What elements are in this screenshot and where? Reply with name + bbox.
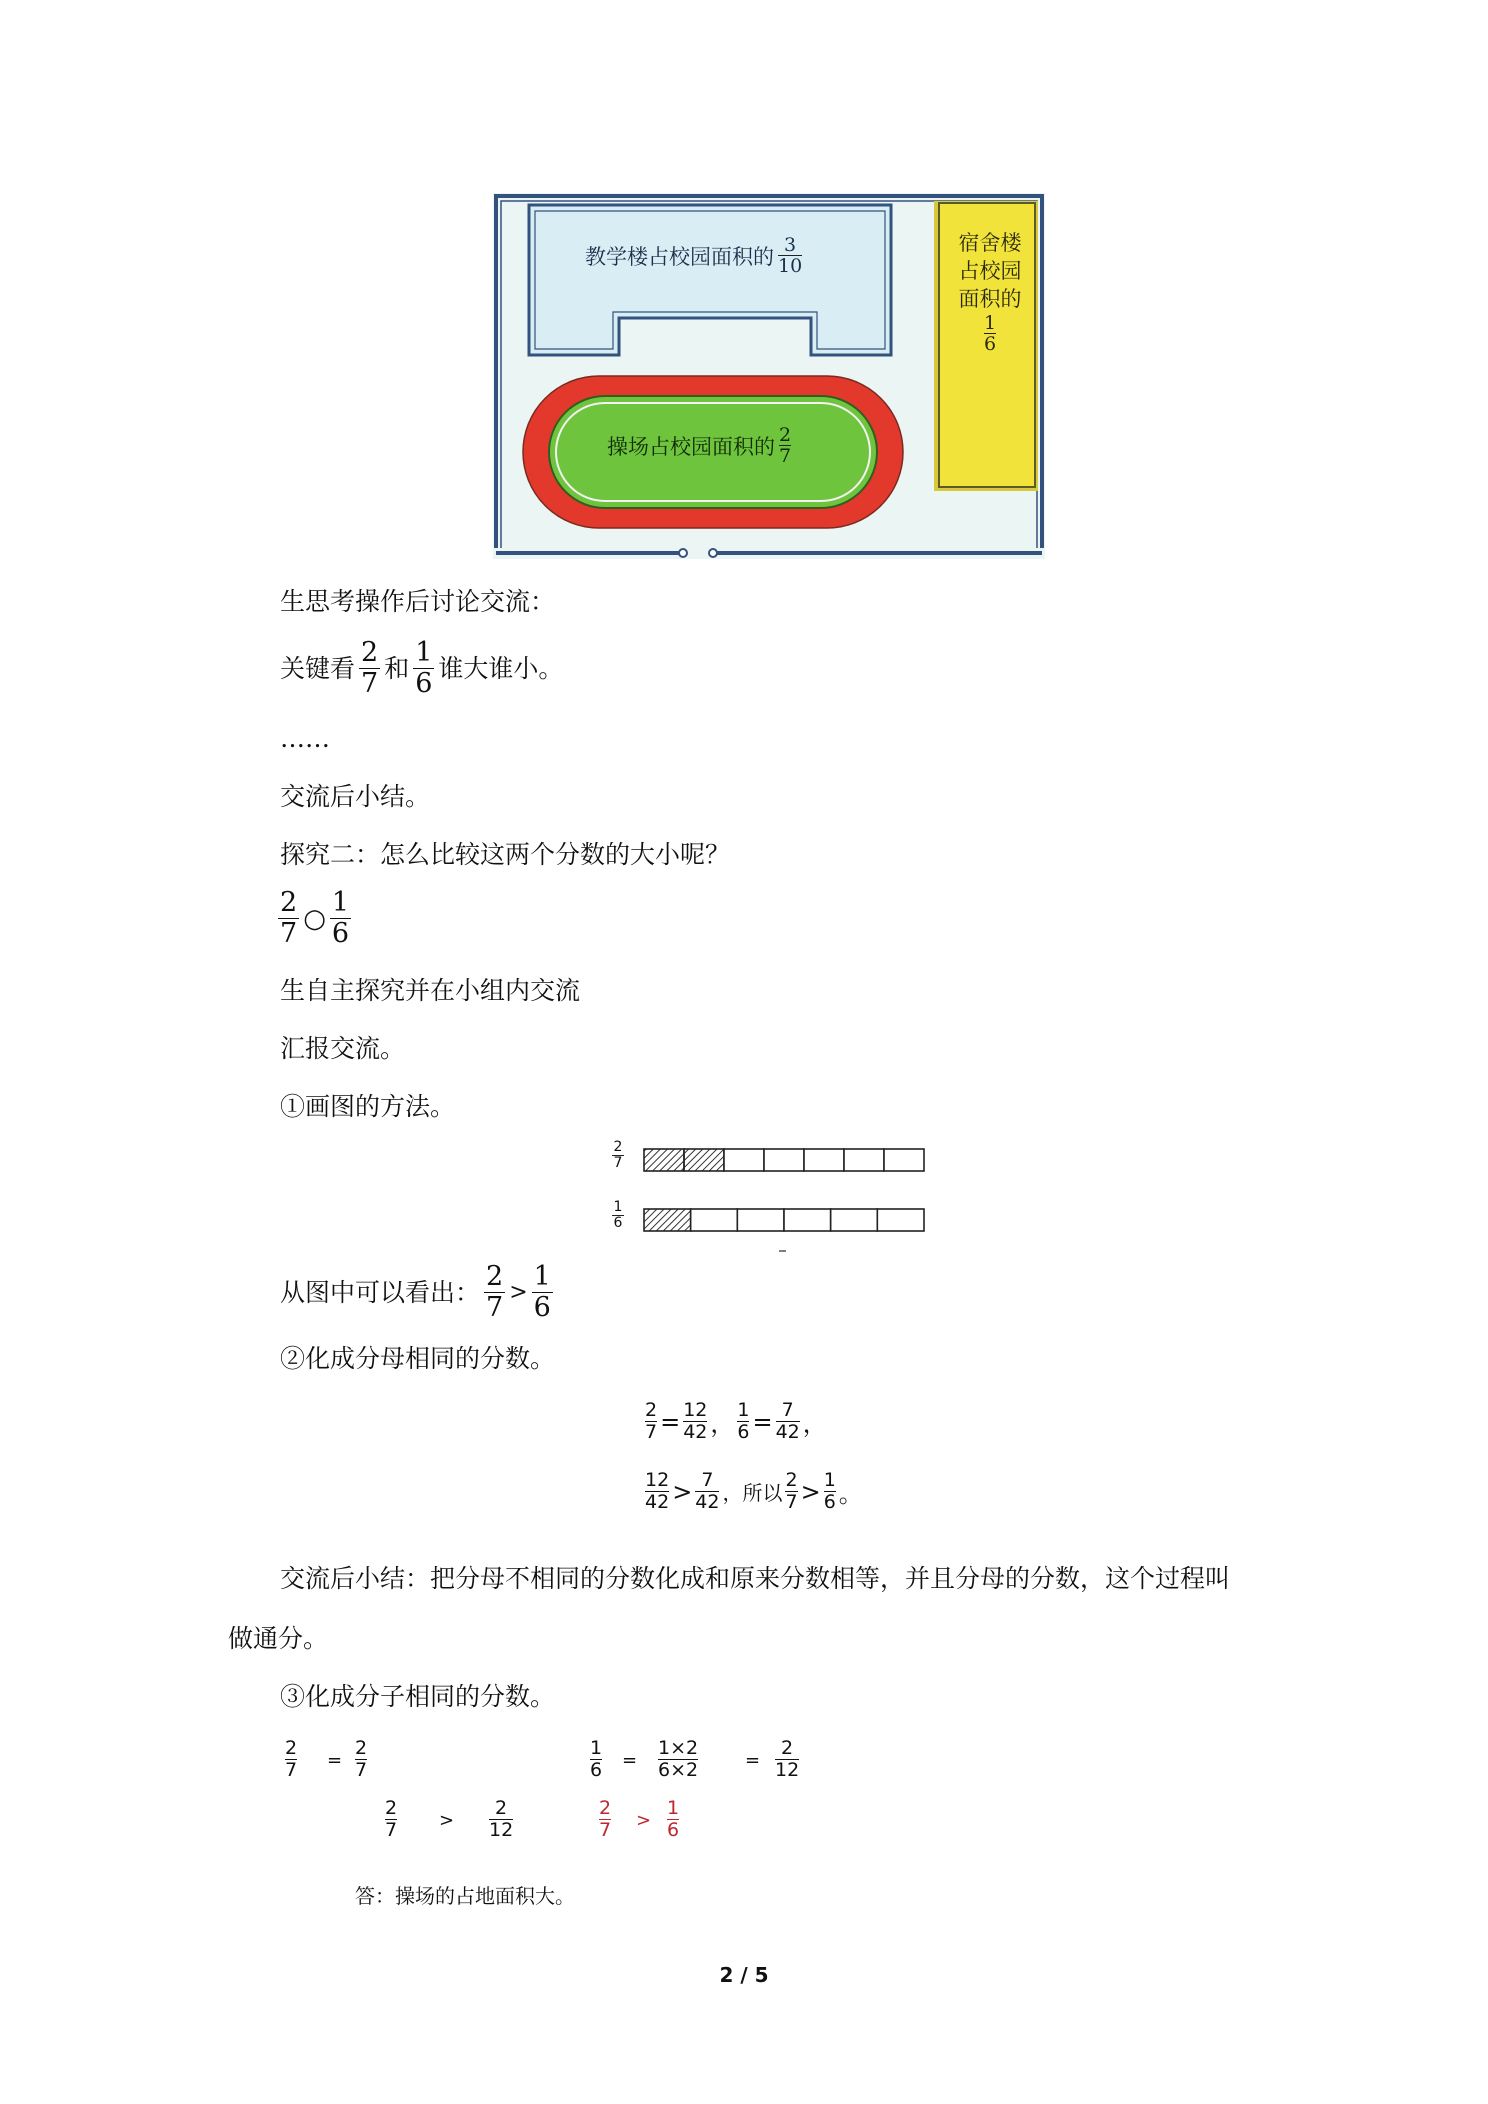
dorm-label: 宿舍楼 占校园 面积的 $\frac{1}{6}$ bbox=[958, 231, 1022, 355]
bar-cell bbox=[831, 1209, 878, 1231]
line-same-denominator: ②化成分母相同的分数。 bbox=[280, 1344, 556, 1373]
teaching-building-label: 教学楼占校园面积的 3 10 bbox=[585, 234, 803, 277]
method3-row-2: 2 7 > 2 12 2 7 > 1 6 bbox=[385, 1797, 680, 1841]
answer-line: 答：操场的占地面积大。 bbox=[355, 1884, 575, 1908]
teaching-fraction: 3 10 bbox=[778, 234, 803, 277]
method3-row-1: 2 7 = 2 7 1 6 = 1×2 6×2 = 2 12 bbox=[285, 1737, 800, 1781]
line-report: 汇报交流。 bbox=[280, 1034, 406, 1063]
line-compare-circle bbox=[278, 888, 355, 949]
bar-cell bbox=[764, 1149, 804, 1171]
fraction-one-sixth: $\frac{1}{6}$ bbox=[415, 637, 433, 699]
line-key-compare: 关键看 $\frac{2}{7}$ 和 $\frac{1}{6}$ 谁大谁小。 bbox=[280, 637, 564, 699]
field-fraction: 2 7 bbox=[779, 424, 792, 467]
line-ellipsis: …… bbox=[280, 724, 330, 753]
bar-top-label: 2 7 bbox=[613, 1139, 623, 1171]
line-summary: 交流后小结。 bbox=[280, 782, 431, 811]
greater-than: > bbox=[509, 1279, 528, 1305]
line-same-numerator: ③化成分子相同的分数。 bbox=[280, 1682, 556, 1711]
dorm-fraction: $\frac{1}{6}$ bbox=[983, 312, 997, 355]
bar-cell bbox=[844, 1149, 884, 1171]
fraction-two-sevenths: $\frac{2}{7}$ bbox=[361, 637, 379, 699]
bar-cell bbox=[877, 1209, 924, 1231]
bar-cell bbox=[684, 1149, 724, 1171]
bar-cell bbox=[724, 1149, 764, 1171]
fraction-two-sevenths: $\frac{2}{7}$ bbox=[486, 1261, 504, 1323]
red-fraction-one-sixth: 1 6 bbox=[667, 1797, 680, 1841]
bar-bottom-label: 1 6 bbox=[613, 1199, 623, 1231]
page-number: 2 / 5 bbox=[719, 1963, 769, 1987]
bar-cell bbox=[644, 1149, 684, 1171]
campus-map bbox=[493, 193, 1045, 559]
handwritten-row-1: 2 7 = 12 42 ， 1 6 = 7 42 ， bbox=[645, 1399, 827, 1443]
bar-cell bbox=[884, 1149, 924, 1171]
fraction-two-sevenths: $\frac{2}{7}$ bbox=[280, 887, 298, 949]
bar-one-sixth bbox=[644, 1209, 924, 1231]
bar-cell bbox=[804, 1149, 844, 1171]
line-common-denominator-term: 做通分。 bbox=[228, 1624, 329, 1653]
bar-two-sevenths bbox=[644, 1149, 924, 1171]
bar-cell bbox=[784, 1209, 831, 1231]
fraction-one-sixth: $\frac{1}{6}$ bbox=[331, 887, 350, 949]
handwritten-row-2: 12 42 > 7 42 ，所以 2 7 > 1 6 。 bbox=[645, 1469, 863, 1513]
bar-cell bbox=[691, 1209, 738, 1231]
fraction-bars-drawing bbox=[604, 1134, 934, 1254]
bar-cell bbox=[644, 1209, 691, 1231]
handwritten-work bbox=[645, 1392, 915, 1532]
line-common-denominator-summary: 交流后小结：把分母不相同的分数化成和原来分数相等，并且分母的分数，这个过程叫 bbox=[280, 1564, 1231, 1593]
line-method-drawing: ①画图的方法。 bbox=[280, 1092, 456, 1121]
line-discussion: 生思考操作后讨论交流： bbox=[280, 587, 556, 616]
field-label: 操场占校园面积的 2 7 bbox=[607, 424, 792, 467]
line-from-figure: 从图中可以看出： $\frac{2}{7}$ > $\frac{1}{6}$ bbox=[280, 1261, 551, 1323]
compare-circle: ○ bbox=[303, 903, 326, 934]
fraction-one-sixth: $\frac{1}{6}$ bbox=[533, 1261, 551, 1323]
bar-cell bbox=[737, 1209, 784, 1231]
red-fraction-two-sevenths: 2 7 bbox=[599, 1797, 612, 1841]
line-self-explore: 生自主探究并在小组内交流 bbox=[280, 976, 581, 1005]
fraction-bars bbox=[604, 1134, 934, 1254]
line-explore-two: 探究二：怎么比较这两个分数的大小呢？ bbox=[280, 840, 731, 869]
